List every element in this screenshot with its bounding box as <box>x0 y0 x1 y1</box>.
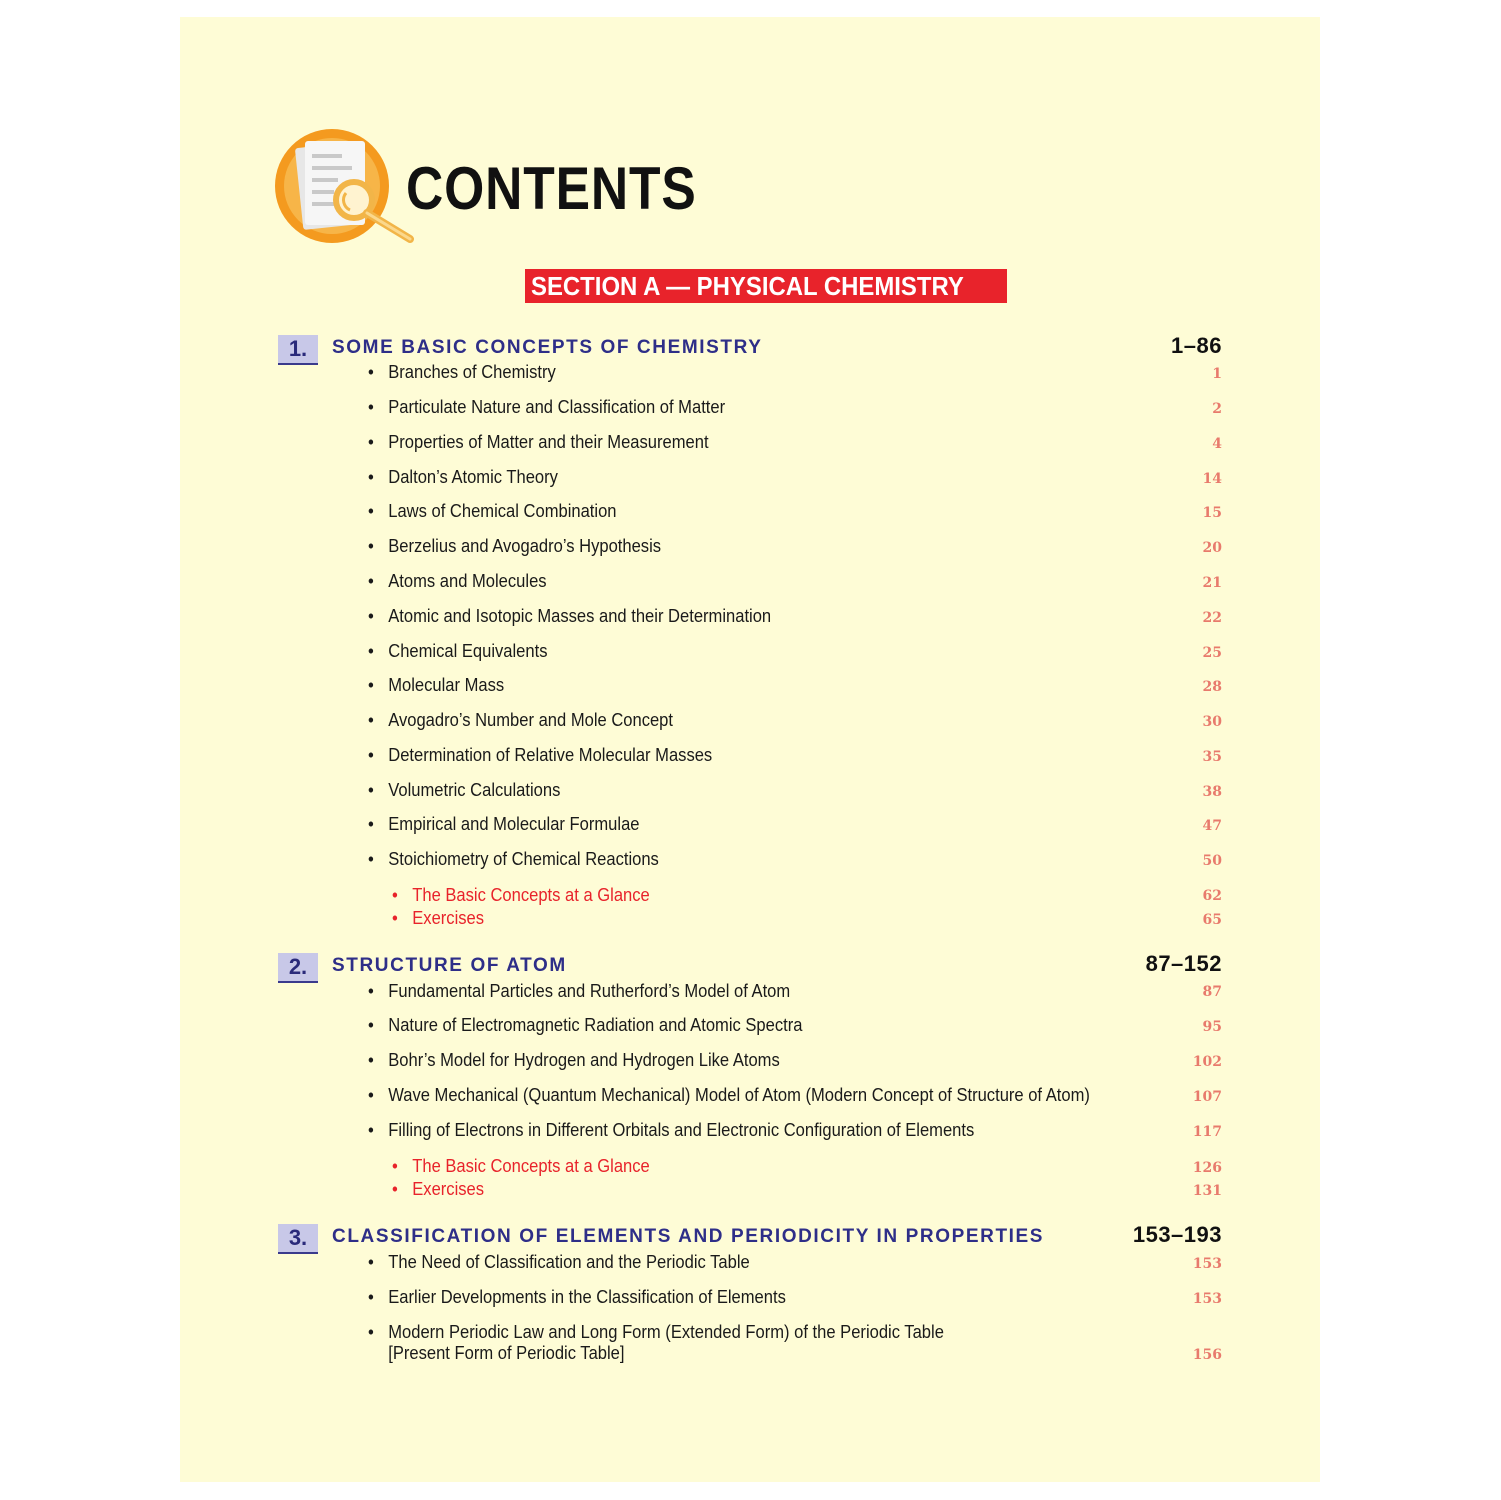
chapter-number: 2. <box>278 953 318 983</box>
toc-item-label: Chemical Equivalents <box>388 641 548 661</box>
toc-item[interactable] <box>368 780 560 801</box>
toc-item-label: Dalton’s Atomic Theory <box>388 467 558 487</box>
toc-item[interactable] <box>368 849 659 870</box>
contents-page <box>180 17 1320 1482</box>
bullet-icon: • <box>368 981 374 1001</box>
toc-item-label: Properties of Matter and their Measurement <box>388 432 709 452</box>
toc-item-label: Wave Mechanical (Quantum Mechanical) Model of Atom (Modern Concept of Structure of Atom) <box>388 1085 1090 1105</box>
toc-page-number: 1 <box>1212 366 1222 382</box>
toc-item[interactable] <box>368 1322 944 1364</box>
toc-page-number: 21 <box>1202 575 1222 591</box>
toc-item[interactable] <box>368 571 547 592</box>
bullet-icon: • <box>368 1050 374 1070</box>
toc-item-label: Laws of Chemical Combination <box>388 501 617 521</box>
bullet-icon: • <box>368 675 374 695</box>
toc-page-number: 95 <box>1202 1019 1222 1035</box>
bullet-icon: • <box>392 1179 398 1199</box>
toc-item[interactable] <box>368 606 771 627</box>
toc-item[interactable] <box>368 1015 802 1036</box>
toc-page-number: 107 <box>1192 1089 1222 1105</box>
toc-item-label: Berzelius and Avogadro’s Hypothesis <box>388 536 662 556</box>
toc-item[interactable] <box>368 501 617 522</box>
toc-page-number: 50 <box>1202 853 1222 869</box>
chapter-number: 3. <box>278 1224 318 1254</box>
bullet-icon: • <box>368 467 374 487</box>
toc-item-label: Earlier Developments in the Classification of Elements <box>388 1287 786 1307</box>
toc-item-label: Determination of Relative Molecular Masses <box>388 745 713 765</box>
toc-item[interactable] <box>368 536 661 557</box>
toc-item[interactable] <box>368 710 673 731</box>
toc-item[interactable] <box>368 1252 750 1273</box>
toc-item-label: Particulate Nature and Classification of Matter <box>388 397 726 417</box>
bullet-icon: • <box>368 1015 374 1035</box>
toc-page-number: 14 <box>1202 471 1222 487</box>
document-magnifier-icon <box>275 129 420 247</box>
bullet-icon: • <box>368 745 374 765</box>
toc-item[interactable] <box>368 745 712 766</box>
toc-item[interactable] <box>368 1120 974 1141</box>
page-title: CONTENTS <box>406 155 697 222</box>
toc-page-number: 47 <box>1202 818 1222 834</box>
bullet-icon: • <box>368 362 374 382</box>
toc-item-label: Atoms and Molecules <box>388 571 547 591</box>
toc-item-label: Nature of Electromagnetic Radiation and Atomic Spectra <box>388 1015 803 1035</box>
toc-page-number: 62 <box>1202 888 1222 904</box>
bullet-icon: • <box>368 641 374 661</box>
toc-page-number: 28 <box>1202 679 1222 695</box>
bullet-icon: • <box>368 571 374 591</box>
bullet-icon: • <box>392 885 398 905</box>
chapter-number: 1. <box>278 335 318 365</box>
toc-page-number: 30 <box>1202 714 1222 730</box>
toc-item-label: Filling of Electrons in Different Orbitals and Electronic Configuration of Elements <box>388 1120 975 1140</box>
bullet-icon: • <box>368 849 374 869</box>
chapter-page-range: 153–193 <box>1132 1222 1222 1247</box>
toc-item-label: Bohr’s Model for Hydrogen and Hydrogen Like Atoms <box>388 1050 780 1070</box>
toc-item-label: Modern Periodic Law and Long Form (Extended Form) of the Periodic Table <box>388 1322 944 1342</box>
bullet-icon: • <box>368 1322 374 1342</box>
toc-item-label: Exercises <box>412 908 485 928</box>
toc-item-label: Empirical and Molecular Formulae <box>388 814 640 834</box>
toc-page-number: 87 <box>1202 984 1222 1000</box>
toc-item-label: Molecular Mass <box>388 675 505 695</box>
toc-page-number: 126 <box>1192 1160 1222 1176</box>
toc-item-label: Exercises <box>412 1179 485 1199</box>
toc-item[interactable] <box>368 432 709 453</box>
bullet-icon: • <box>368 1085 374 1105</box>
toc-item-label: Atomic and Isotopic Masses and their Determination <box>388 606 772 626</box>
toc-page-number: 117 <box>1192 1124 1222 1140</box>
toc-page-number: 22 <box>1202 610 1222 626</box>
toc-extra-item[interactable] <box>392 908 484 929</box>
toc-item[interactable] <box>368 675 504 696</box>
toc-page-number: 4 <box>1212 436 1222 452</box>
toc-item-label: Fundamental Particles and Rutherford’s Model of Atom <box>388 981 791 1001</box>
toc-item[interactable] <box>368 981 790 1002</box>
bullet-icon: • <box>392 1156 398 1176</box>
bullet-icon: • <box>368 536 374 556</box>
toc-item-label: Stoichiometry of Chemical Reactions <box>388 849 659 869</box>
toc-page-number: 25 <box>1202 645 1222 661</box>
bullet-icon: • <box>368 710 374 730</box>
toc-page-number: 15 <box>1202 505 1222 521</box>
toc-item-label: The Basic Concepts at a Glance <box>412 1156 650 1176</box>
toc-item[interactable] <box>368 641 547 662</box>
bullet-icon: • <box>368 1287 374 1307</box>
toc-item[interactable] <box>368 1287 786 1308</box>
toc-extra-item[interactable] <box>392 1156 650 1177</box>
toc-page-number: 20 <box>1202 540 1222 556</box>
toc-item[interactable] <box>368 467 558 488</box>
toc-item-label-continued: [Present Form of Periodic Table] <box>388 1343 625 1363</box>
toc-page-number: 153 <box>1192 1291 1222 1307</box>
bullet-icon: • <box>368 432 374 452</box>
bullet-icon: • <box>368 397 374 417</box>
toc-item-label: Branches of Chemistry <box>388 362 556 382</box>
bullet-icon: • <box>368 1120 374 1140</box>
bullet-icon: • <box>368 1252 374 1272</box>
toc-extra-item[interactable] <box>392 885 650 906</box>
section-banner-label: SECTION A — PHYSICAL CHEMISTRY <box>531 271 964 301</box>
toc-item-label: The Basic Concepts at a Glance <box>412 885 650 905</box>
toc-item[interactable] <box>368 1085 1090 1106</box>
toc-page-number: 153 <box>1192 1256 1222 1272</box>
chapter-title[interactable]: STRUCTURE OF ATOM <box>332 955 567 976</box>
toc-page-number: 156 <box>1192 1347 1222 1363</box>
toc-page-number: 2 <box>1212 401 1222 417</box>
toc-item-label: The Need of Classification and the Periodic Table <box>388 1252 750 1272</box>
chapter-title[interactable]: CLASSIFICATION OF ELEMENTS AND PERIODICITY IN PROPERTIES <box>332 1226 1045 1247</box>
toc-item-label: Avogadro’s Number and Mole Concept <box>388 710 673 730</box>
toc-page-number: 102 <box>1192 1054 1222 1070</box>
bullet-icon: • <box>368 606 374 626</box>
toc-page-number: 35 <box>1202 749 1222 765</box>
toc-item[interactable] <box>368 814 640 835</box>
toc-page-number: 38 <box>1202 784 1222 800</box>
toc-item[interactable] <box>368 362 556 383</box>
toc-item[interactable] <box>368 1050 780 1071</box>
bullet-icon: • <box>392 908 398 928</box>
section-banner <box>525 269 1007 303</box>
chapter-page-range: 87–152 <box>1145 951 1222 976</box>
toc-extra-item[interactable] <box>392 1179 484 1200</box>
toc-page-number: 131 <box>1192 1183 1222 1199</box>
toc-page-number: 65 <box>1202 912 1222 928</box>
bullet-icon: • <box>368 814 374 834</box>
toc-item[interactable] <box>368 397 725 418</box>
chapter-title[interactable]: SOME BASIC CONCEPTS OF CHEMISTRY <box>332 337 763 358</box>
bullet-icon: • <box>368 501 374 521</box>
toc-item-label: Volumetric Calculations <box>388 780 561 800</box>
bullet-icon: • <box>368 780 374 800</box>
chapter-page-range: 1–86 <box>1171 333 1222 358</box>
